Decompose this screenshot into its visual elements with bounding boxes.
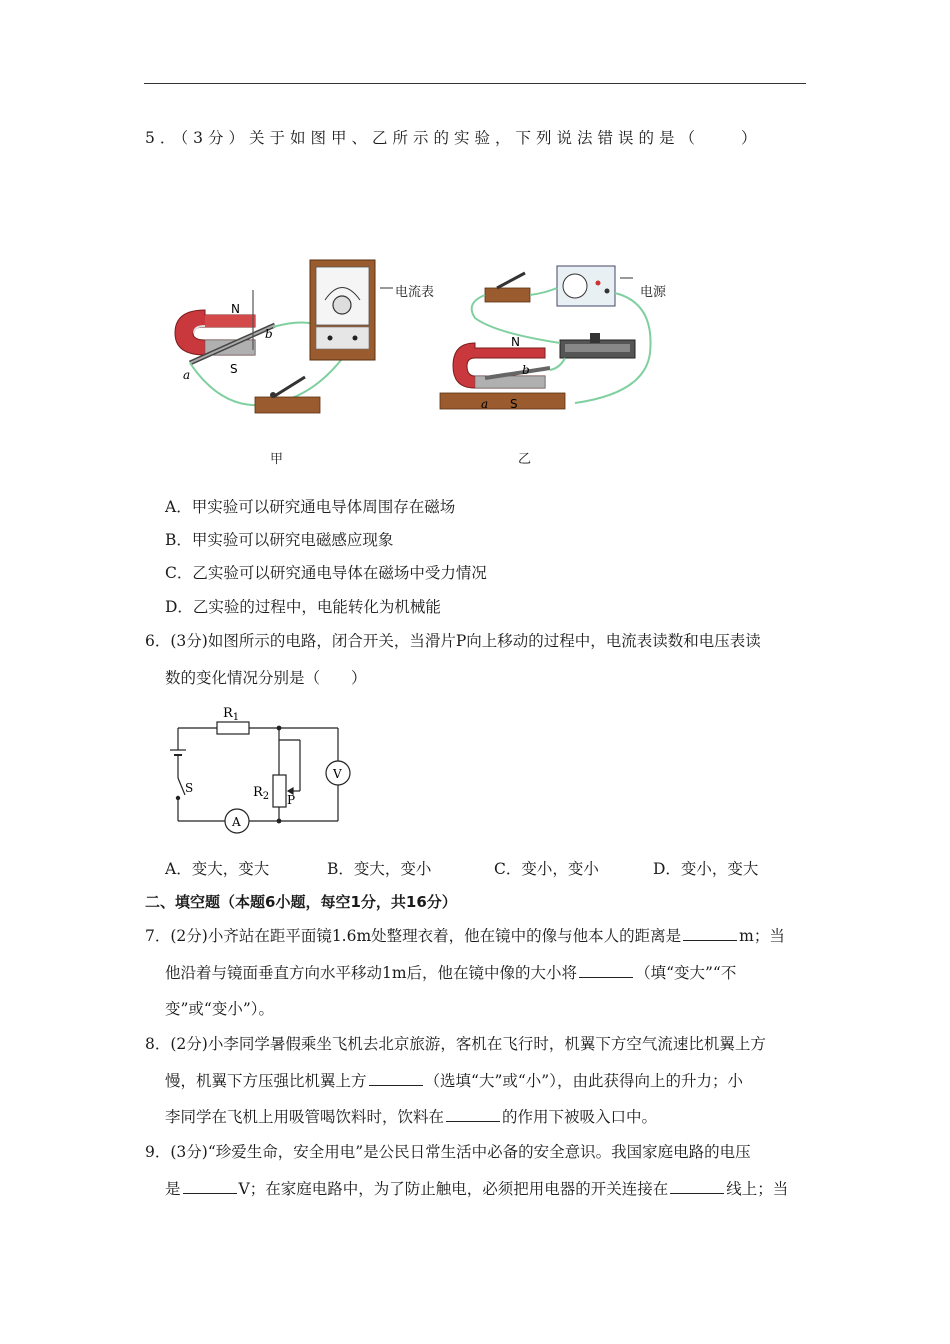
q5-stem: 5．（3分）关于如图甲、乙所示的实验，下列说法错误的是（ ） bbox=[145, 129, 762, 147]
r1-label: R bbox=[223, 706, 233, 721]
q5-jia-b: b bbox=[265, 327, 273, 341]
caption-jia: 甲 bbox=[270, 452, 284, 467]
q6-stem-line1: 6．(3分)如图所示的电路，闭合开关，当滑片P向上移动的过程中，电流表读数和电压表读 bbox=[145, 632, 761, 650]
q6-option-d: D．变小，变大 bbox=[653, 860, 759, 878]
q5-option-c: C．乙实验可以研究通电导体在磁场中受力情况 bbox=[165, 564, 487, 582]
q5-yi-a: a bbox=[481, 397, 489, 411]
slider-label: P bbox=[287, 793, 296, 807]
q8-blank-2[interactable] bbox=[446, 1107, 500, 1122]
r1-subscript: 1 bbox=[232, 712, 240, 723]
power-label: 电源 bbox=[640, 285, 667, 300]
q8-line2: 慢，机翼下方压强比机翼上方 （选填“大”或“小”），由此获得向上的升力；小 bbox=[165, 1072, 743, 1090]
q5-option-d: D．乙实验的过程中，电能转化为机械能 bbox=[165, 598, 441, 616]
svg-text:R2 bbox=[253, 785, 269, 802]
q5-yi-S: S bbox=[510, 397, 518, 411]
q7-blank-1[interactable] bbox=[683, 926, 737, 941]
ammeter-label: 电流表 bbox=[395, 285, 435, 300]
section-2-title: 二、填空题（本题6小题，每空1分，共16分） bbox=[145, 893, 457, 911]
svg-text:R1 bbox=[223, 706, 239, 723]
q5-option-b: B．甲实验可以研究电磁感应现象 bbox=[165, 531, 394, 549]
q6-stem-line2: 数的变化情况分别是（ ） bbox=[165, 669, 367, 687]
q7-line3: 变”或“变小”）。 bbox=[165, 1000, 275, 1018]
q9-line2: 是 V；在家庭电路中，为了防止触电，必须把用电器的开关连接在 线上；当 bbox=[165, 1180, 789, 1198]
header-rule bbox=[144, 83, 806, 84]
q9-blank-1[interactable] bbox=[183, 1179, 237, 1194]
q5-jia-a: a bbox=[183, 368, 191, 382]
q5-yi-N: N bbox=[511, 335, 520, 349]
q5-jia-N: N bbox=[231, 302, 240, 316]
q7-blank-2[interactable] bbox=[579, 963, 633, 978]
switch-label: S bbox=[185, 781, 194, 795]
q8-line1: 8．(2分)小李同学暑假乘坐飞机去北京旅游，客机在飞行时，机翼下方空气流速比机翼上方 bbox=[145, 1035, 766, 1053]
voltmeter-symbol: V bbox=[333, 767, 342, 781]
q7-line2: 他沿着与镜面垂直方向水平移动1m后，他在镜中像的大小将 （填“变大”“不 bbox=[165, 964, 737, 982]
q5-yi-b: b bbox=[522, 363, 530, 377]
q9-line1: 9．(3分)“珍爱生命，安全用电”是公民日常生活中必备的安全意识。我国家庭电路的电压 bbox=[145, 1143, 751, 1161]
q8-line3: 李同学在飞机上用吸管喝饮料时，饮料在 的作用下被吸入口中。 bbox=[165, 1108, 658, 1126]
q5-option-a: A．甲实验可以研究通电导体周围存在磁场 bbox=[165, 498, 456, 516]
r2-label: R bbox=[253, 785, 263, 800]
caption-yi: 乙 bbox=[518, 452, 532, 467]
q7-line1: 7．(2分)小齐站在距平面镜1.6m处整理衣着，他在镜中的像与他本人的距离是 m；当 bbox=[145, 927, 785, 945]
q6-option-b: B．变大，变小 bbox=[327, 860, 432, 878]
ammeter-symbol: A bbox=[232, 815, 241, 829]
r2-subscript: 2 bbox=[262, 791, 270, 802]
q6-circuit-diagram bbox=[165, 700, 365, 840]
q5-figure-jia bbox=[165, 255, 410, 425]
q5-jia-S: S bbox=[230, 362, 238, 376]
q5-figure-yi bbox=[435, 258, 665, 418]
q6-option-a: A．变大，变大 bbox=[165, 860, 270, 878]
q6-option-c: C．变小，变小 bbox=[494, 860, 599, 878]
q9-blank-2[interactable] bbox=[670, 1179, 724, 1194]
q8-blank-1[interactable] bbox=[369, 1071, 423, 1086]
